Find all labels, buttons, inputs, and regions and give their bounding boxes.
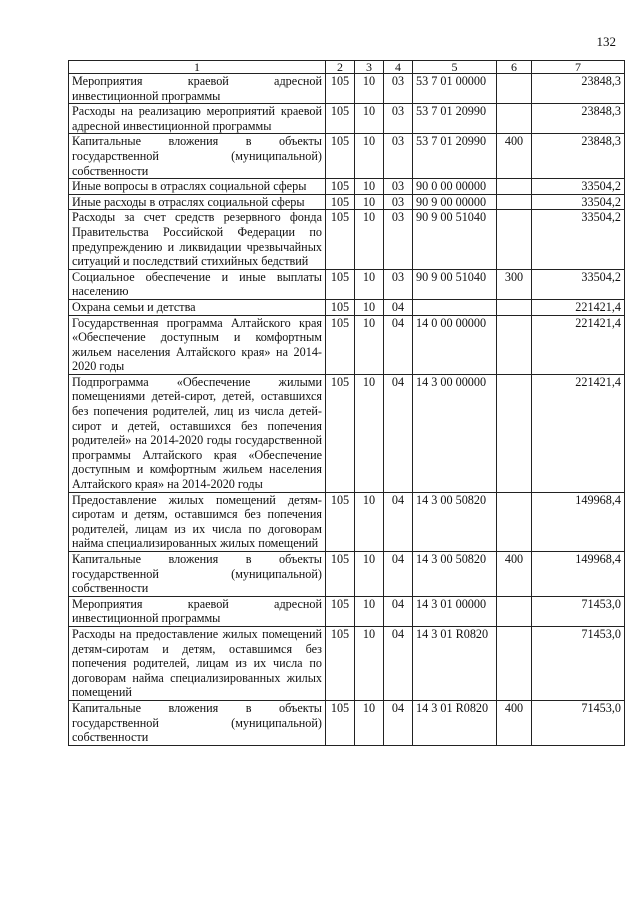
row-target-code: 53 7 01 20990	[413, 134, 497, 179]
row-expense-type: 300	[497, 269, 532, 299]
row-expense-type	[497, 210, 532, 269]
row-gr-code: 105	[326, 134, 355, 179]
table-row	[69, 700, 625, 745]
table-row	[69, 299, 625, 315]
row-amount: 71453,0	[532, 596, 625, 626]
row-amount: 71453,0	[532, 700, 625, 745]
row-expense-type	[497, 194, 532, 210]
row-gr-code: 105	[326, 552, 355, 597]
column-header: 2	[326, 61, 355, 74]
row-amount: 23848,3	[532, 74, 625, 104]
row-target-code	[413, 299, 497, 315]
row-section-code: 10	[355, 299, 384, 315]
row-name: Мероприятия краевой адресной инвестиционной программы	[69, 596, 326, 626]
row-subsection-code: 04	[384, 552, 413, 597]
row-gr-code: 105	[326, 596, 355, 626]
row-name: Социальное обеспечение и иные выплаты населению	[69, 269, 326, 299]
row-section-code: 10	[355, 374, 384, 492]
row-gr-code: 105	[326, 374, 355, 492]
row-name: Предоставление жилых помещений детям-сиротам и детям, оставшимся без попечения родителей, лицам из их числа по договорам найма специализированных жилых помещений	[69, 492, 326, 551]
row-amount: 221421,4	[532, 374, 625, 492]
row-name: Государственная программа Алтайского края «Обеспечение доступным и комфортным жильем населения Алтайского края» на 2014-2020 годы	[69, 315, 326, 374]
row-target-code: 14 3 01 R0820	[413, 700, 497, 745]
row-name: Капитальные вложения в объекты государственной (муниципальной) собственности	[69, 552, 326, 597]
table-row	[69, 374, 625, 492]
row-section-code: 10	[355, 179, 384, 195]
table-row	[69, 596, 625, 626]
table-row	[69, 194, 625, 210]
table-row	[69, 552, 625, 597]
row-subsection-code: 03	[384, 210, 413, 269]
row-expense-type	[497, 626, 532, 700]
row-name: Иные расходы в отраслях социальной сферы	[69, 194, 326, 210]
column-header: 4	[384, 61, 413, 74]
row-gr-code: 105	[326, 492, 355, 551]
row-name: Иные вопросы в отраслях социальной сферы	[69, 179, 326, 195]
row-subsection-code: 04	[384, 374, 413, 492]
row-expense-type: 400	[497, 134, 532, 179]
row-target-code: 90 9 00 51040	[413, 269, 497, 299]
row-subsection-code: 04	[384, 299, 413, 315]
row-gr-code: 105	[326, 299, 355, 315]
row-expense-type	[497, 315, 532, 374]
row-target-code: 90 9 00 00000	[413, 194, 497, 210]
row-target-code: 14 3 01 R0820	[413, 626, 497, 700]
row-subsection-code: 03	[384, 194, 413, 210]
row-section-code: 10	[355, 74, 384, 104]
row-amount: 23848,3	[532, 134, 625, 179]
row-target-code: 90 9 00 51040	[413, 210, 497, 269]
row-amount: 221421,4	[532, 315, 625, 374]
header-row	[69, 61, 625, 74]
row-subsection-code: 04	[384, 626, 413, 700]
column-header: 7	[532, 61, 625, 74]
row-gr-code: 105	[326, 700, 355, 745]
row-subsection-code: 04	[384, 315, 413, 374]
page-number: 132	[596, 34, 616, 49]
row-section-code: 10	[355, 134, 384, 179]
column-header: 1	[69, 61, 326, 74]
row-amount: 23848,3	[532, 104, 625, 134]
table-row	[69, 210, 625, 269]
table-row	[69, 104, 625, 134]
column-header: 6	[497, 61, 532, 74]
row-target-code: 53 7 01 00000	[413, 74, 497, 104]
table-row	[69, 134, 625, 179]
row-name: Расходы на предоставление жилых помещений детям-сиротам и детям, оставшимся без попечения родителей, лицам из их числа по договорам найма специализированных жилых помещений	[69, 626, 326, 700]
budget-table	[68, 60, 625, 746]
column-header: 3	[355, 61, 384, 74]
row-amount: 71453,0	[532, 626, 625, 700]
table-row	[69, 179, 625, 195]
row-target-code: 53 7 01 20990	[413, 104, 497, 134]
row-expense-type	[497, 596, 532, 626]
row-name: Капитальные вложения в объекты государственной (муниципальной) собственности	[69, 134, 326, 179]
row-target-code: 90 0 00 00000	[413, 179, 497, 195]
row-subsection-code: 03	[384, 179, 413, 195]
column-header: 5	[413, 61, 497, 74]
table-row	[69, 626, 625, 700]
row-expense-type	[497, 374, 532, 492]
row-gr-code: 105	[326, 210, 355, 269]
row-expense-type	[497, 492, 532, 551]
table-row	[69, 269, 625, 299]
row-target-code: 14 3 00 00000	[413, 374, 497, 492]
row-gr-code: 105	[326, 194, 355, 210]
row-subsection-code: 04	[384, 596, 413, 626]
row-section-code: 10	[355, 596, 384, 626]
row-section-code: 10	[355, 492, 384, 551]
row-name: Расходы на реализацию мероприятий краевой адресной инвестиционной программы	[69, 104, 326, 134]
row-amount: 149968,4	[532, 492, 625, 551]
row-expense-type	[497, 104, 532, 134]
row-expense-type: 400	[497, 700, 532, 745]
row-section-code: 10	[355, 626, 384, 700]
table-row	[69, 315, 625, 374]
row-name: Расходы за счет средств резервного фонда Правительства Российской Федерации по предупреждению и ликвидации чрезвычайных ситуаций и последствий стихийных бедствий	[69, 210, 326, 269]
row-section-code: 10	[355, 552, 384, 597]
row-gr-code: 105	[326, 315, 355, 374]
row-gr-code: 105	[326, 626, 355, 700]
row-target-code: 14 3 00 50820	[413, 492, 497, 551]
row-subsection-code: 03	[384, 134, 413, 179]
row-amount: 33504,2	[532, 194, 625, 210]
row-section-code: 10	[355, 315, 384, 374]
row-name: Капитальные вложения в объекты государственной (муниципальной) собственности	[69, 700, 326, 745]
row-target-code: 14 0 00 00000	[413, 315, 497, 374]
row-section-code: 10	[355, 194, 384, 210]
row-gr-code: 105	[326, 269, 355, 299]
row-gr-code: 105	[326, 104, 355, 134]
row-section-code: 10	[355, 104, 384, 134]
row-expense-type: 400	[497, 552, 532, 597]
row-expense-type	[497, 74, 532, 104]
row-name: Охрана семьи и детства	[69, 299, 326, 315]
row-name: Подпрограмма «Обеспечение жилыми помещениями детей-сирот, детей, оставшихся без попечения родителей, лиц из числа детей-сирот и детей, оставшихся без попечения родителей» на 2014-2020 годы государственной программы Алтайского края «Обеспечение доступным и комфортным жильем населения Алтайского края» на 2014-2020 годы	[69, 374, 326, 492]
row-target-code: 14 3 01 00000	[413, 596, 497, 626]
row-amount: 149968,4	[532, 552, 625, 597]
row-subsection-code: 04	[384, 492, 413, 551]
row-expense-type	[497, 179, 532, 195]
row-expense-type	[497, 299, 532, 315]
row-amount: 33504,2	[532, 269, 625, 299]
row-name: Мероприятия краевой адресной инвестиционной программы	[69, 74, 326, 104]
row-amount: 221421,4	[532, 299, 625, 315]
row-section-code: 10	[355, 700, 384, 745]
row-subsection-code: 03	[384, 104, 413, 134]
table-row	[69, 74, 625, 104]
row-amount: 33504,2	[532, 210, 625, 269]
row-amount: 33504,2	[532, 179, 625, 195]
row-target-code: 14 3 00 50820	[413, 552, 497, 597]
row-subsection-code: 03	[384, 269, 413, 299]
row-section-code: 10	[355, 210, 384, 269]
row-section-code: 10	[355, 269, 384, 299]
row-subsection-code: 04	[384, 700, 413, 745]
table-row	[69, 492, 625, 551]
row-gr-code: 105	[326, 179, 355, 195]
row-gr-code: 105	[326, 74, 355, 104]
row-subsection-code: 03	[384, 74, 413, 104]
